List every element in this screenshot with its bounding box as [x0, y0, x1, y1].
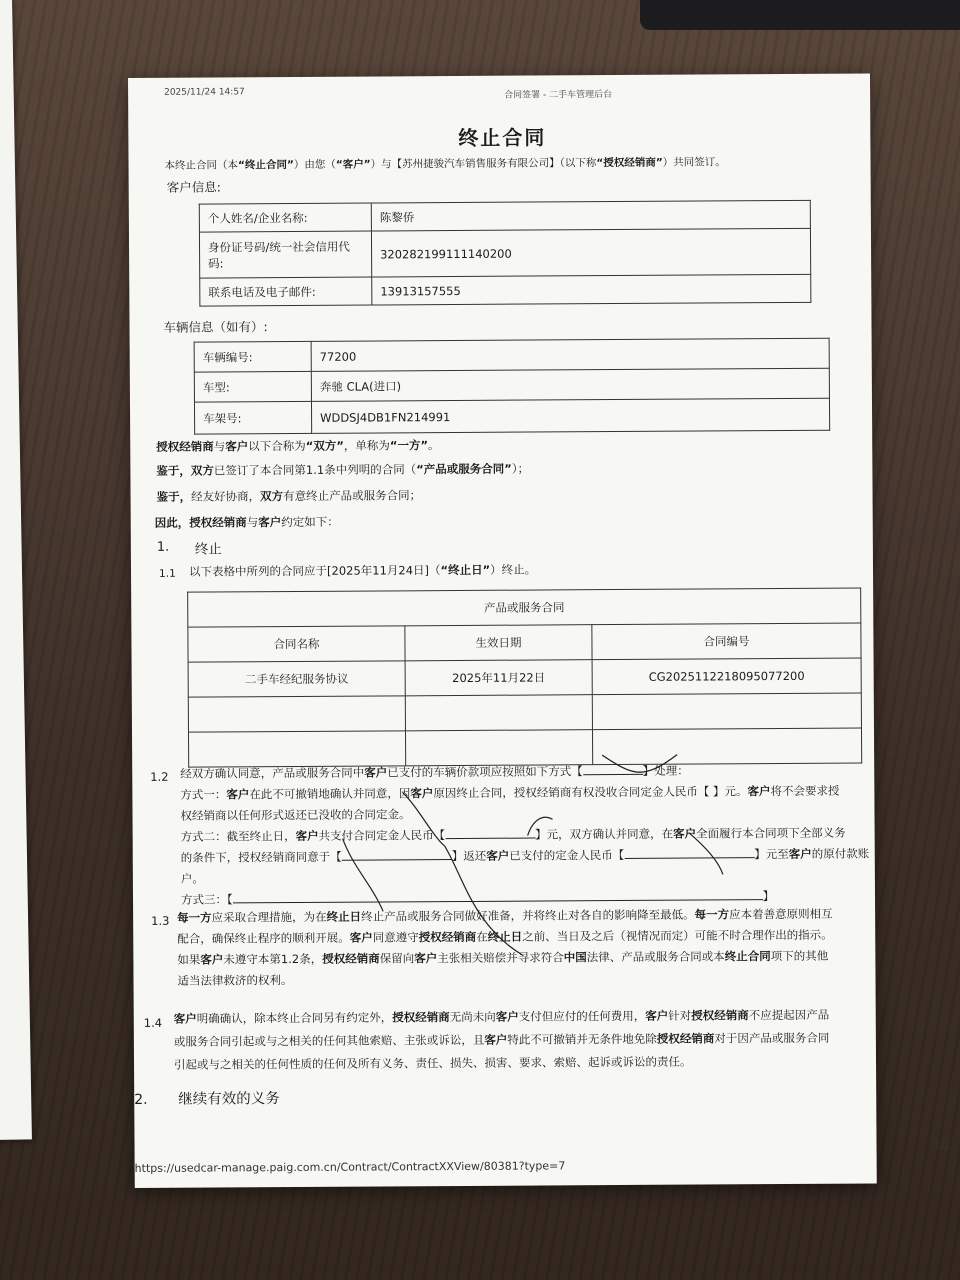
print-datetime: 2025/11/24 14:57: [164, 87, 245, 98]
recital-2: 鉴于，双方已签订了本合同第1.1条中列明的合同（“产品或服务合同”）；: [156, 461, 530, 478]
clause-1-4-text: [174, 1003, 874, 1076]
clause-1-3-text: [177, 903, 878, 991]
fill-in-blank: [342, 847, 452, 861]
table-cell: CG20251122180950772​00: [592, 658, 861, 695]
clause-line: 每一方应采取合理措施，为在终止日终止产品或服务合同做好准备，并将终止对各自的影响降至最低。每一方应本着善意原则相互: [177, 906, 833, 925]
section-1-number: 1.: [156, 539, 170, 555]
table-cell: [188, 696, 405, 732]
clause-line: 方式三：【 】: [180, 889, 775, 907]
clause-line: 适当法律救济的权利。: [177, 973, 293, 988]
info-value: WDDSJ4DB1FN214991: [311, 398, 829, 433]
clause-line: 方式二：截至终止日，客户共支付合同定金人民币【 】元，双方确认并同意，在客户全面履行本合同项下全部义务: [180, 825, 846, 844]
clause-line: 配合，确保终止程序的顺利开展。客户同意遵守授权经销商在终止日之前、当日及之后（视情况而定）可能不时合理作出的指示。: [177, 927, 833, 946]
fill-in-blank: [624, 845, 754, 859]
recital-4: 因此，授权经销商与客户约定如下：: [154, 514, 339, 530]
fill-in-blank: [583, 762, 643, 775]
contract-list-table: [187, 588, 862, 768]
info-label: 车型:: [194, 371, 311, 402]
info-label: 车辆编号:: [194, 341, 311, 372]
clause-1-2-text: [180, 759, 871, 910]
vehicle-info-table: [194, 338, 831, 435]
recital-1: 授权经销商与客户以下合称为“双方”，单称为“一方”。: [156, 438, 440, 454]
clause-line: 的条件下，授权经销商同意于【 】返还客户已支付的定金人民币【 】元至客户的原付款账: [180, 846, 870, 865]
clause-line: 如果客户未遵守本第1.2条，授权经销商保留向客户主张相关赔偿并寻求符合中国法律、产品或服务合同或本终止合同项下的其他: [177, 948, 829, 967]
table-cell: [405, 695, 592, 731]
info-value: 320282199111140200: [371, 228, 810, 277]
section-2-number: 2.: [134, 1091, 148, 1108]
table-cell: [592, 693, 861, 730]
contract-sheet: [128, 73, 951, 1188]
info-row: [194, 368, 829, 402]
clause-1-3-number: 1.3: [151, 913, 170, 928]
info-row: [200, 274, 811, 306]
clause-line: 方式一：客户在此不可撤销地确认并同意，因客户原因终止合同，授权经销商有权没收合同定金人民币【 】元。客户将不会要求授: [180, 783, 840, 802]
clause-1-4-number: 1.4: [143, 1015, 163, 1030]
clause-line: 权经销商以任何形式返还已没收的合同定金。: [180, 807, 411, 823]
table-row: [188, 658, 861, 697]
customer-info-heading: 客户信息:: [166, 179, 221, 195]
table-row: [188, 693, 861, 732]
info-row: [194, 398, 829, 434]
info-label: 车架号:: [194, 401, 311, 434]
table-cell: 二手车经纪服务协议: [188, 661, 405, 697]
intro-paragraph: 本终止合同（本“终止合同”）由您（“客户”）与【苏州捷骏汽车销售服务有限公司】（以下称“授权经销商”）共同签订。: [164, 156, 726, 172]
info-value: 13913157555: [372, 274, 811, 305]
info-row: [199, 200, 810, 232]
clause-line: 客户明确确认，除本终止合同另有约定外，授权经销商无尚未向客户支付但应付的任何费用，客户针对授权经销商不应提起因产品: [173, 1007, 830, 1026]
clause-line: 经双方确认同意，产品或服务合同中客户已支付的车辆价款项应按照如下方式【 】处理：: [180, 763, 689, 781]
contract-table-header: 合同编号: [592, 623, 861, 660]
info-label: 联系电话及电子邮件:: [200, 277, 372, 306]
info-row: [194, 338, 829, 372]
document-title: 终止合同: [458, 125, 547, 150]
clause-1-1-number: 1.1: [158, 567, 176, 580]
info-row: [199, 228, 810, 278]
fill-in-blank: [445, 826, 535, 840]
info-value: 陈黎侨: [371, 200, 810, 231]
section-2-title: 继续有效的义务: [178, 1091, 280, 1108]
print-site-title: 合同签署 - 二手车管理后台: [504, 90, 613, 101]
footer-page-number: 1/2: [934, 1140, 951, 1153]
footer-url: https://usedcar-manage.paig.com.cn/Contract/ContractXXView/80381?type=7: [134, 1159, 566, 1175]
fill-in-blank: [233, 887, 763, 903]
contract-table-header: 生效日期: [405, 625, 592, 661]
info-value: 77200: [311, 338, 829, 371]
clause-line: 户。: [180, 871, 204, 886]
clause-1-2-number: 1.2: [150, 769, 169, 784]
info-label: 身份证号码/统一社会信用代码:: [199, 231, 371, 278]
info-value: 奔驰 CLA(进口): [311, 368, 829, 401]
vehicle-info-heading: 车辆信息（如有）:: [163, 319, 268, 335]
customer-info-table: [199, 200, 812, 307]
adjacent-paper-edge: [0, 0, 32, 1140]
clause-line: 或服务合同引起或与之相关的任何其他索赔、主张或诉讼，且客户特此不可撤销并无条件地免除授权经销商对于因产品或服务合同: [173, 1030, 830, 1049]
section-1-title: 终止: [194, 541, 222, 558]
contract-table-caption: 产品或服务合同: [188, 588, 861, 627]
contract-table-header: 合同名称: [188, 626, 405, 662]
clause-line: 引起或与之相关的任何性质的任何及所有义务、责任、损失、损害、要求、索赔、起诉或诉讼的责任。: [173, 1054, 692, 1072]
table-cell: 2025年11月22日: [405, 660, 592, 696]
dark-object-top: [640, 0, 960, 30]
info-label: 个人姓名/企业名称:: [199, 203, 371, 232]
clause-1-1-text: 以下表格中所列的合同应于[2025年11月24日]（“终止日”）终止。: [188, 562, 537, 579]
recital-3: 鉴于，经友好协商，双方有意终止产品或服务合同；: [156, 488, 422, 504]
